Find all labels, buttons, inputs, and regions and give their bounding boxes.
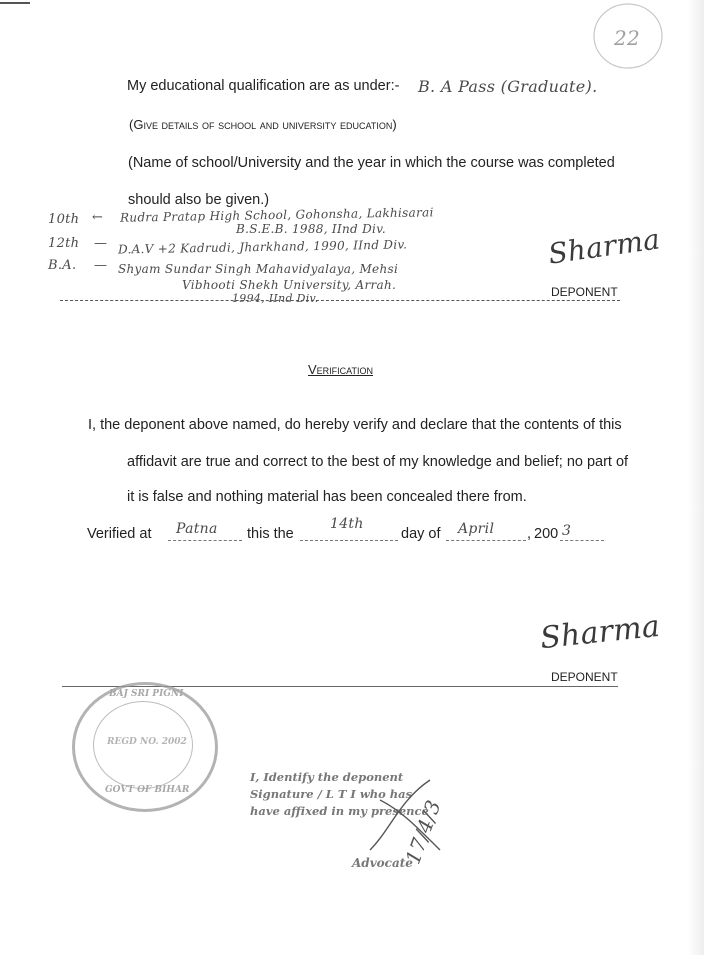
advocate-label: Advocate [352,856,413,870]
deponent-signature-2: Sharma [538,608,662,657]
entry-12th-line1: D.A.V +2 Kadrudi, Jharkhand, 1990, IInd Div. [117,237,408,257]
entry-10th-level: 10th [48,212,80,227]
deponent-label-2: DEPONENT [551,670,618,684]
entry-ba-line3: 1994, IInd Div. [232,292,319,305]
advocate-signature-scribble [360,770,450,860]
year-label: 200 [534,526,559,542]
day-of-label: day of [401,526,441,542]
seal-text-center: REGD NO. 2002 [107,737,187,747]
deponent-signature-1: Sharma [546,222,663,271]
this-the-label: this the [247,526,294,542]
year-comma: , [527,526,532,542]
instruction-should-be-given: should also be given.) [128,192,270,208]
verification-line-3: it is false and nothing material has been concealed there from. [127,489,527,505]
deponent-label-1: DEPONENT [551,285,618,299]
verified-month: April [458,521,495,537]
entry-ba-line1: Shyam Sundar Singh Mahavidyalaya, Mehsi [118,262,399,276]
seal-text-top: BAJ SRI PIGNI [109,689,184,699]
identify-line-2: Signature / L T I who has [250,787,413,801]
year-suffix: 3 [562,523,572,539]
identify-line-1: I, Identify the deponent [250,770,404,784]
entry-10th-line2: B.S.E.B. 1988, IInd Div. [236,222,386,236]
verification-line-1: I, the deponent above named, do hereby verify and declare that the contents of this [88,417,622,433]
corner-mark [0,2,30,4]
instruction-give-details: (Give details of school and university education) [129,117,397,132]
qualification-label: My educational qualification are as under:- [127,78,400,94]
scan-edge [688,0,704,955]
verification-line-2: affidavit are true and correct to the best of my knowledge and belief; no part of [127,454,629,470]
entry-ba-level: B.A. [48,258,77,273]
verified-day: 14th [330,516,364,532]
identify-line-3: have affixed in my presence [250,804,429,818]
entry-12th-dash: — [94,236,108,251]
verified-at-label: Verified at [87,526,152,542]
section-divider [60,300,620,301]
qualification-value: B. A Pass (Graduate). [418,77,598,96]
entry-10th-dash: ← [92,210,104,225]
advocate-signature-date: 17/4/3 [400,796,446,868]
verification-heading: Verification [308,362,374,377]
instruction-name-of-school: (Name of school/University and the year in which the course was completed [128,155,615,171]
entry-ba-line2: Vibhooti Shekh University, Arrah. [182,278,397,292]
page-number: 22 [614,26,641,50]
seal-text-bottom: GOVT OF BIHAR [105,785,190,795]
entry-12th-level: 12th [48,236,80,251]
entry-10th-line1: Rudra Pratap High School, Gohonsha, Lakhisarai [119,205,434,225]
entry-ba-dash: — [94,258,108,273]
verified-place: Patna [176,521,218,537]
notary-seal [72,682,218,812]
